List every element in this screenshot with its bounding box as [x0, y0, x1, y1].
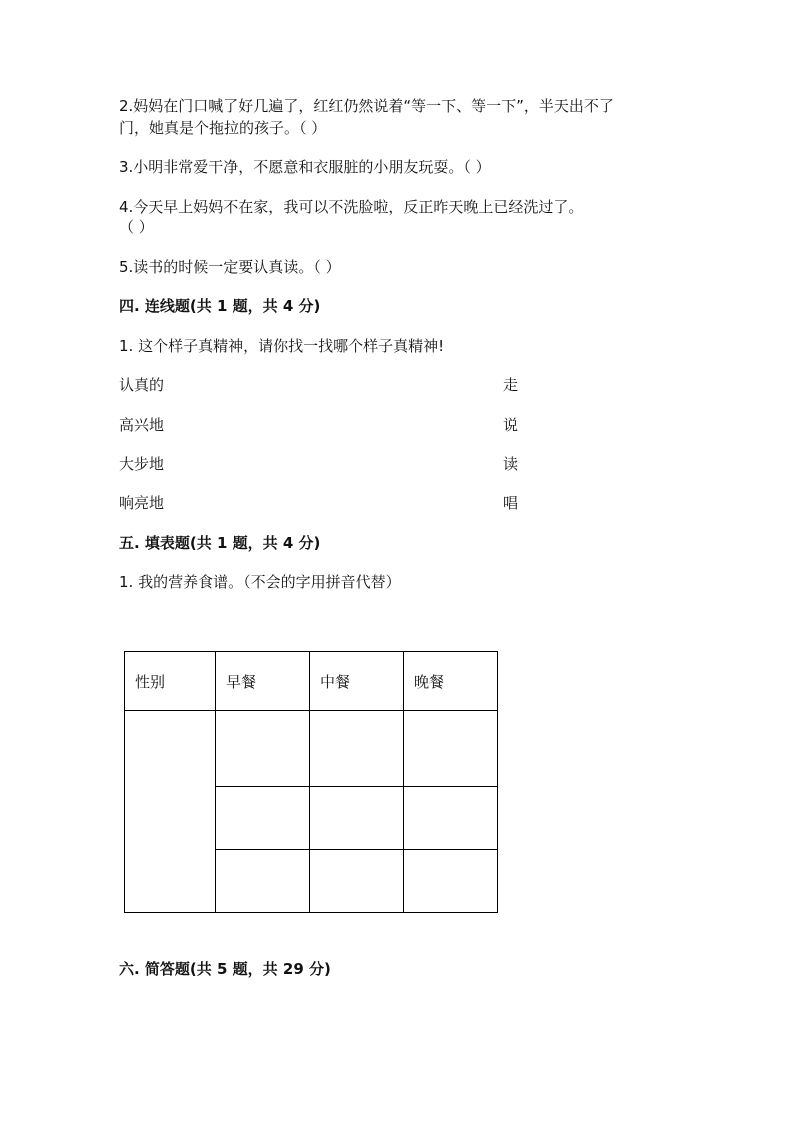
match-left-item: 响亮地 [119, 494, 165, 512]
table-cell-blank[interactable] [310, 711, 404, 787]
match-right-item: 走 [503, 376, 519, 394]
match-left-item: 认真的 [119, 376, 165, 394]
section-4-question-1: 1. 这个样子真精神，请你找一找哪个样子真精神! [119, 337, 445, 355]
section-4-heading: 四. 连线题(共 1 题，共 4 分) [119, 297, 321, 315]
match-right-item: 读 [503, 455, 519, 473]
table-cell-blank[interactable] [216, 850, 310, 913]
table-header-gender: 性别 [125, 652, 216, 711]
table-cell-blank[interactable] [216, 711, 310, 787]
table-cell-blank[interactable] [310, 787, 404, 850]
table-cell-blank[interactable] [404, 787, 498, 850]
section-5-question-1: 1. 我的营养食谱。（不会的字用拼音代替） [119, 573, 401, 591]
question-5: 5.读书的时候一定要认真读。（ ） [119, 258, 341, 276]
table-cell-gender-blank[interactable] [125, 711, 216, 913]
question-4-line-1: 4.今天早上妈妈不在家，我可以不洗脸啦，反正昨天晚上已经洗过了。 [119, 198, 584, 216]
question-4-line-2: （ ） [119, 218, 154, 236]
match-left-item: 高兴地 [119, 416, 165, 434]
table-cell-blank[interactable] [310, 850, 404, 913]
table-cell-blank[interactable] [404, 711, 498, 787]
match-left-item: 大步地 [119, 455, 165, 473]
table-row [125, 711, 498, 787]
table-header-row [125, 652, 498, 711]
section-6-heading: 六. 简答题(共 5 题，共 29 分) [119, 960, 331, 978]
meal-plan-table [124, 651, 498, 913]
table-cell-blank[interactable] [404, 850, 498, 913]
table-header-breakfast: 早餐 [216, 652, 310, 711]
question-2-line-2: 门，她真是个拖拉的孩子。（ ） [119, 119, 327, 137]
question-3: 3.小明非常爱干净，不愿意和衣服脏的小朋友玩耍。（ ） [119, 158, 491, 176]
table-header-lunch: 中餐 [310, 652, 404, 711]
match-right-item: 唱 [503, 494, 519, 512]
question-2-line-1: 2.妈妈在门口喊了好几遍了，红红仍然说着“等一下、等一下”，半天出不了 [119, 97, 614, 115]
table-cell-blank[interactable] [216, 787, 310, 850]
section-5-heading: 五. 填表题(共 1 题，共 4 分) [119, 534, 321, 552]
table-header-dinner: 晚餐 [404, 652, 498, 711]
match-right-item: 说 [503, 416, 519, 434]
